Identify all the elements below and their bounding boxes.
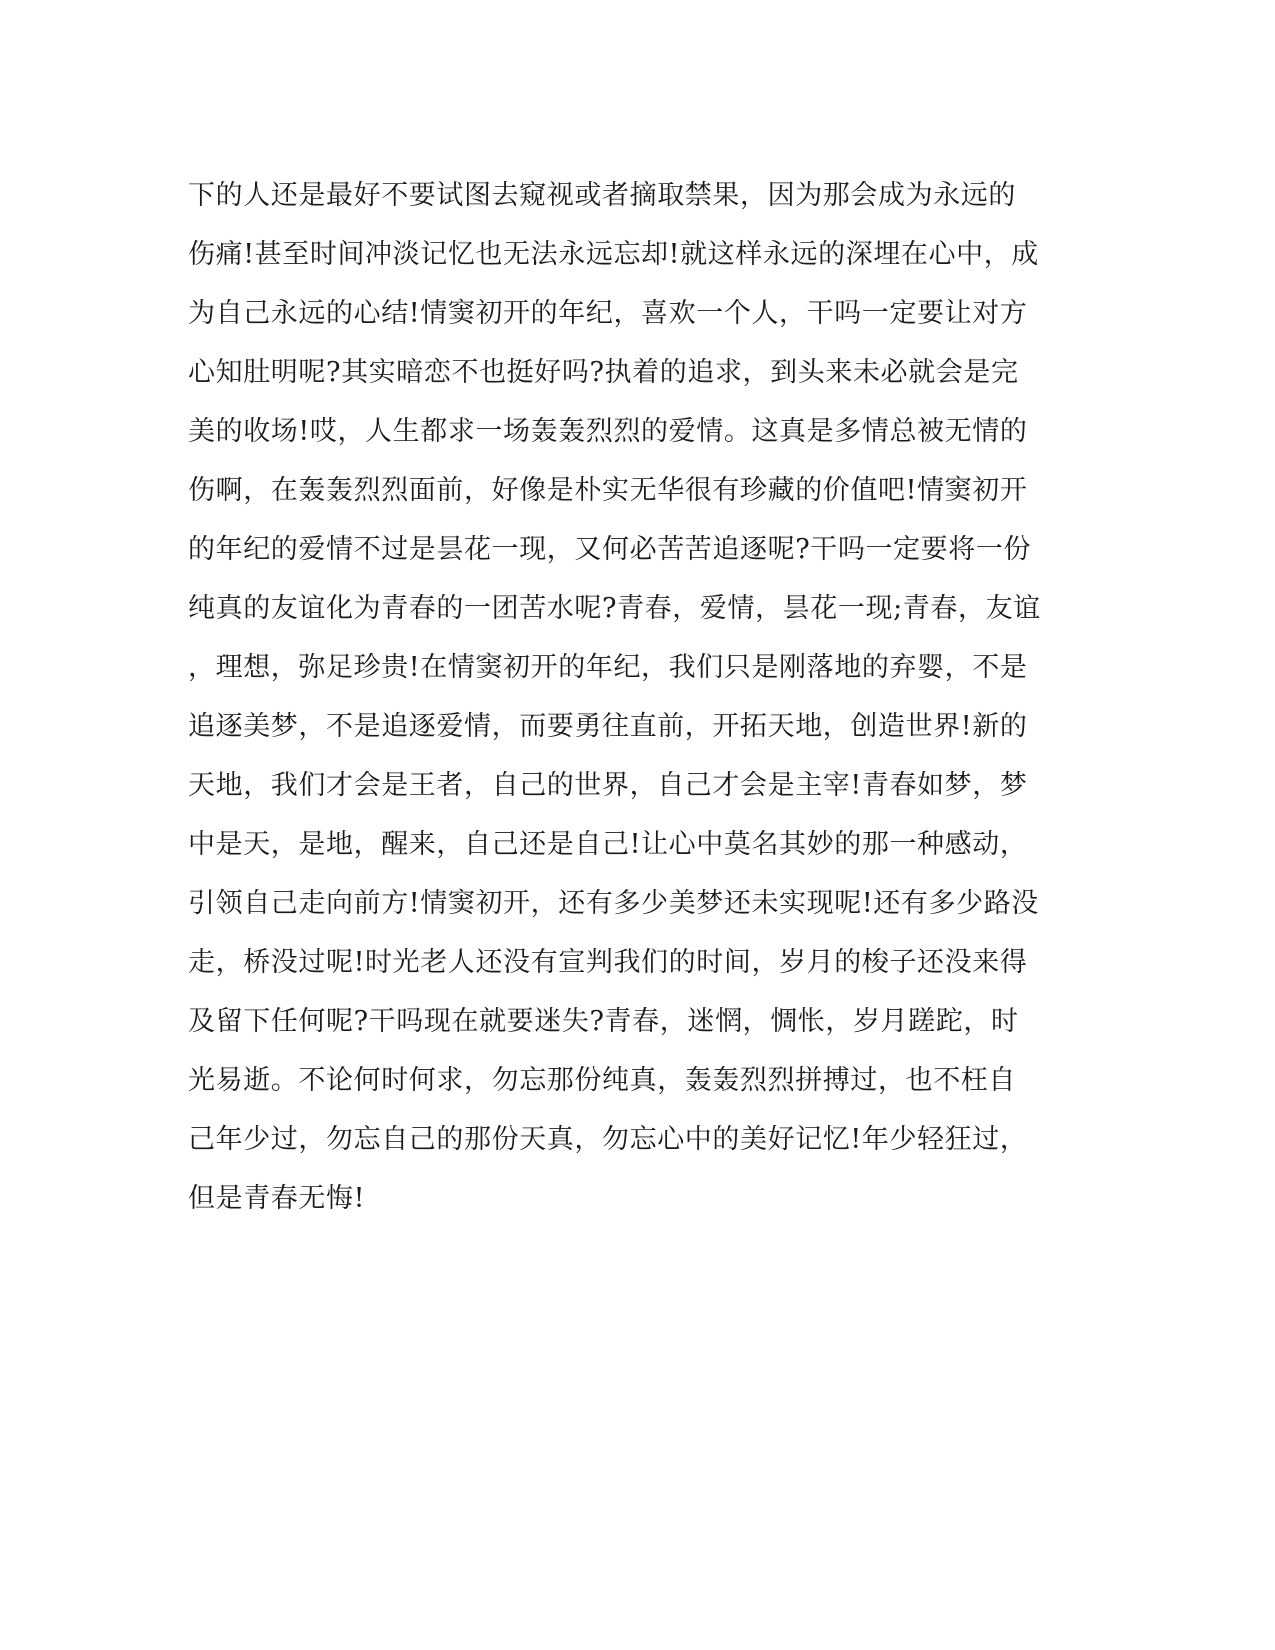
text-line: 走，桥没过呢!时光老人还没有宣判我们的时间，岁月的梭子还没来得 — [188, 947, 1028, 978]
text-line: 及留下任何呢?干吗现在就要迷失?青春，迷惘，惆怅，岁月蹉跎，时 — [188, 1006, 1019, 1037]
text-line: 心知肚明呢?其实暗恋不也挺好吗?执着的追求，到头来未必就会是完 — [188, 357, 1019, 388]
text-line: 天地，我们才会是王者，自己的世界，自己才会是主宰!青春如梦，梦 — [188, 770, 1028, 801]
text-line: 伤啊，在轰轰烈烈面前，好像是朴实无华很有珍藏的价值吧!情窦初开 — [188, 475, 1028, 506]
text-line: 追逐美梦，不是追逐爱情，而要勇往直前，开拓天地，创造世界!新的 — [188, 711, 1028, 742]
text-line: 伤痛!甚至时间冲淡记忆也无法永远忘却!就这样永远的深埋在心中，成 — [188, 239, 1039, 270]
text-line: 美的收场!哎，人生都求一场轰轰烈烈的爱情。这真是多情总被无情的 — [188, 416, 1028, 447]
text-line: 的年纪的爱情不过是昙花一现，又何必苦苦追逐呢?干吗一定要将一份 — [188, 534, 1032, 565]
text-line: 为自己永远的心结!情窦初开的年纪，喜欢一个人，干吗一定要让对方 — [188, 298, 1028, 329]
text-line: ，理想，弥足珍贵!在情窦初开的年纪，我们只是刚落地的弃婴，不是 — [188, 652, 1028, 683]
body-text — [188, 166, 1068, 1228]
text-line: 纯真的友谊化为青春的一团苦水呢?青春，爱情，昙花一现;青春，友谊 — [188, 593, 1041, 624]
text-line: 但是青春无悔! — [188, 1183, 366, 1214]
text-line: 下的人还是最好不要试图去窥视或者摘取禁果，因为那会成为永远的 — [188, 180, 1016, 211]
text-line: 中是天，是地，醒来，自己还是自己!让心中莫名其妙的那一种感动， — [188, 829, 1028, 860]
text-line: 引领自己走向前方!情窦初开，还有多少美梦还未实现呢!还有多少路没 — [188, 888, 1039, 919]
text-line: 光易逝。不论何时何求，勿忘那份纯真，轰轰烈烈拼搏过，也不枉自 — [188, 1065, 1016, 1096]
text-line: 己年少过，勿忘自己的那份天真，勿忘心中的美好记忆!年少轻狂过， — [188, 1124, 1028, 1155]
